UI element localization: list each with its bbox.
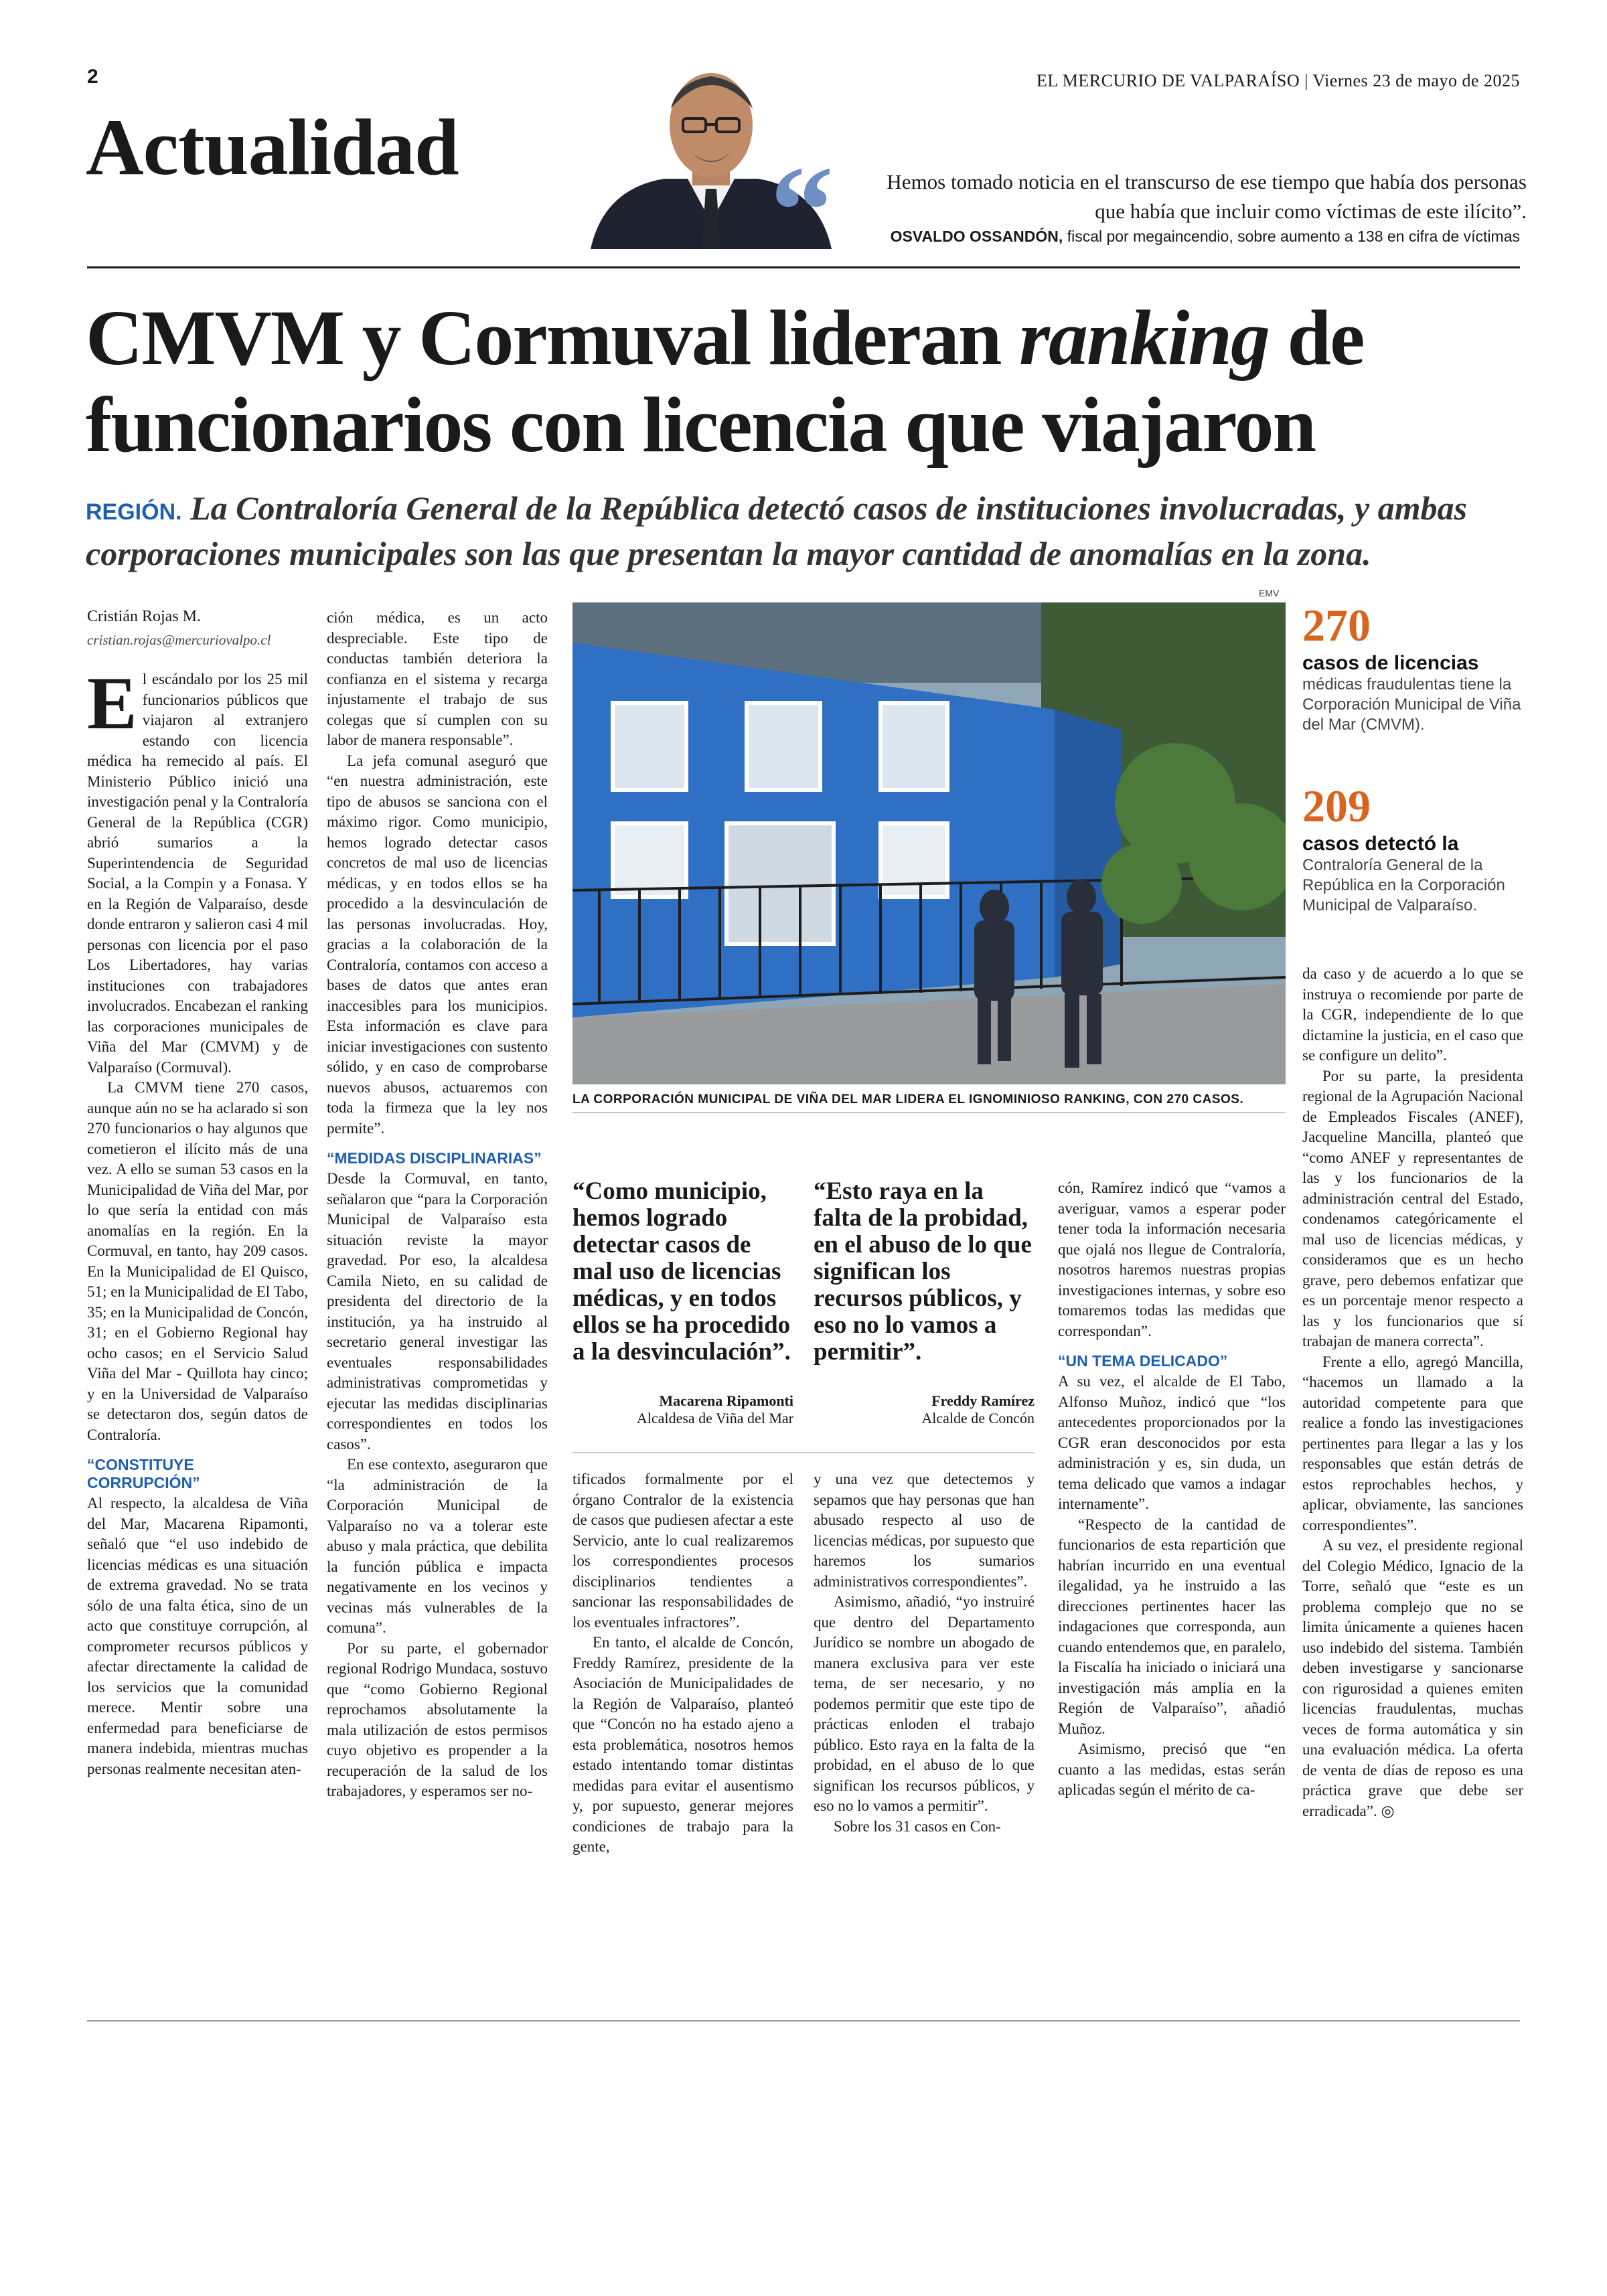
footer-rule <box>87 2020 1520 2022</box>
paragraph: tificados formalmente por el órgano Contralor de la existencia de casos que pudiesen afectar a este Servicio, ante lo cual realizaremos los correspondientes procesos disciplinarios tendientes a sancionar las responsabilidades de los eventuales infractores”. <box>572 1471 793 1631</box>
article-photo <box>572 602 1286 1084</box>
header-rule <box>87 266 1520 268</box>
section-title: Actualidad <box>86 102 459 191</box>
byline-author: Cristián Rojas M. <box>87 608 202 625</box>
column-5 <box>1058 1178 1286 1801</box>
pullquote-text: “Como municipio, hemos logrado detectar casos de mal uso de licencias médicas, y en todos ellos se ha procedido a la desvinculación”. <box>572 1177 791 1366</box>
byline-email[interactable]: cristian.rojas@mercuriovalpo.cl <box>87 632 271 648</box>
featured-quote: Hemos tomado noticia en el transcurso de ese tiempo que había dos personas que había que incluir como víctimas de este ilícito”. <box>887 170 1527 223</box>
paragraph: Desde la Cormuval, en tanto, señalaron que “para la Corporación Municipal de Valparaíso esta situación reviste la mayor gravedad. Por eso, la alcaldesa Camila Nieto, en su calidad de presidenta del directorio de la institución, ya ha instruido al secretario general investigar las eventuales responsabilidades administrativas comprometidas y ejecutar las medidas disciplinarias correspondientes en todos los casos”. <box>327 1170 548 1453</box>
photo-credit: EMV <box>1259 588 1280 598</box>
pullquote-name: Macarena Ripamonti <box>659 1392 793 1409</box>
subhead: “MEDIDAS DISCIPLINARIAS” <box>327 1149 542 1167</box>
headline-part2: de funcionarios con licencia que viajaron <box>86 294 1364 469</box>
paragraph: Por su parte, la presidenta regional de la Agrupación Nacional de Empleados Fiscales (ANEF), Jacqueline Mancilla, planteó que “como ANEF y representantes de las y los funcionarios de la administración central del Estado, condenamos categóricamente el mal uso de licencias médicas, y consideramos que es un hecho grave, pero debemos enfatizar que es un porcentaje menor respecto a las y los funcionarios que sí trabajan de manera correcta”. <box>1302 1067 1523 1349</box>
paragraph: A su vez, el presidente regional del Colegio Médico, Ignacio de la Torre, señaló que “este es un problema complejo que no se limita únicamente a quienes hacen uso indebido del sistema. También deben investigarse y sancionarse con rigurosidad a quienes emiten licencias fraudulentas, muchas veces de forma automática y sin una evaluación médica. La oferta de venta de días de reposo es una práctica grave que debe ser erradicada”. ◎ <box>1302 1537 1523 1819</box>
quote-attribution <box>891 228 1520 246</box>
paragraph: cón, Ramírez indicó que “vamos a averiguar, vamos a esperar poder tener toda la información necesaria que ojalá nos llegue de Contraloría, nosotros haremos nuestras propias investigaciones internas, y sobre eso tomaremos todas las medidas que correspondan”. <box>1058 1179 1286 1339</box>
column-2 <box>327 608 548 1802</box>
paragraph <box>87 662 308 1078</box>
pullquote-role: Alcaldesa de Viña del Mar <box>636 1410 793 1426</box>
stat-number: 270 <box>1302 600 1371 651</box>
column-6 <box>1302 964 1523 1821</box>
paragraph: Asimismo, precisó que “en cuanto a las medidas, estas serán aplicadas según el mérito de ca- <box>1058 1740 1286 1798</box>
paragraph: Sobre los 31 casos en Con- <box>834 1817 1001 1835</box>
pullquote-role: Alcalde de Concón <box>921 1410 1035 1426</box>
paragraph: da caso y de acuerdo a lo que se instruya o recomiende por parte de la CGR, independiente de lo que dictamine la justicia, en el caso que se configure un delito”. <box>1302 965 1523 1064</box>
paragraph: Asimismo, añadió, “yo instruiré que dentro del Departamento Jurídico se nombre un abogado de manera exclusiva para ver este tema, de ser necesario, y no podemos permitir que este tipo de prácticas enloden el trabajo público. Esto raya en la falta de la probidad, en el abuso de lo que significan los recursos públicos, y eso no lo vamos a permitir”. <box>814 1593 1035 1814</box>
photo-caption: LA CORPORACIÓN MUNICIPAL DE VIÑA DEL MAR LIDERA EL IGNOMINIOSO RANKING, CON 270 CASOS. <box>572 1092 1244 1106</box>
paragraph: En tanto, el alcalde de Concón, Freddy Ramírez, presidente de la Asociación de Municipalidades de la Región de Valparaíso, planteó que “Concón no ha estado ajeno a esta problemática, nosotros hemos estado intentando tomar distintas medidas para evitar el ausentismo y, por supuesto, generar mejores condiciones de trabajo para la gente, <box>572 1634 793 1855</box>
masthead: EL MERCURIO DE VALPARAÍSO | Viernes 23 de mayo de 2025 <box>1036 71 1520 90</box>
paragraph: Al respecto, la alcaldesa de Viña del Mar, Macarena Ripamonti, señaló que “el uso indebido de licencias médicas es una situación de extrema gravedad. No se trata sólo de una falta ética, sino de un acto que constituye corrupción, al comprometer recursos públicos y afectar directamente la calidad de los servicios que la comunidad merece. Mentir sobre una enfermedad para beneficiarse de manera indebida, mientras muchas personas realmente necesitan aten- <box>87 1495 308 1777</box>
stat-bold: casos detectó la <box>1302 833 1459 855</box>
paragraph: La CMVM tiene 270 casos, aunque aún no se ha aclarado si son 270 funcionarios o hay algunos que cometieron el ilícito más de una vez. A ello se suman 53 casos en la Municipalidad de Viña del Mar, por lo que sería la entidad con más anomalías en la región. En la Cormuval, en tanto, hay 209 casos. En la Municipalidad de El Quisco, 51; en la Municipalidad de El Tabo, 35; en la Municipalidad de Concón, 31; en el Gobierno Regional hay ocho casos; en el Servicio Salud Viña del Mar - Quillota hay cinco; y en la Universidad de Valparaíso se detectaron dos, según datos de Contraloría. <box>87 1079 308 1443</box>
headline-part1: CMVM y Cormuval lideran <box>86 294 1020 382</box>
stat-text: médicas fraudulentas tiene la Corporación Municipal de Viña del Mar (CMVM). <box>1302 675 1521 734</box>
headline <box>86 295 1539 469</box>
stat-box-2 <box>1302 783 1523 916</box>
pullquote-text: “Esto raya en la falta de la probidad, en el abuso de lo que significan los recursos públicos, y eso no lo vamos a permitir”. <box>814 1177 1032 1366</box>
quote-author: OSVALDO OSSANDÓN, <box>890 228 1063 245</box>
paragraph: Por su parte, el gobernador regional Rodrigo Mundaca, sostuvo que “como Gobierno Regional reprochamos absolutamente la mala utilización de estos permisos cuyo objetivo es propender a la recuperación de la salud de los trabajadores, y esperamos ser no- <box>327 1639 548 1799</box>
column-4 <box>814 1469 1035 1837</box>
quote-mark-icon: “ <box>770 141 834 281</box>
lede-tag: REGIÓN. <box>86 499 182 525</box>
lede-text: La Contraloría General de la República detectó casos de instituciones involucradas, y ambas corporaciones municipales son las que presentan la mayor cantidad de anomalías en la zona. <box>86 489 1468 572</box>
paragraph: y una vez que detectemos y sepamos que hay personas que han abusado respecto al uso de licencias médicas, por supuesto que haremos los sumarios administrativos correspondientes”. <box>814 1471 1035 1590</box>
lede <box>86 487 1525 574</box>
pullquote-ramirez <box>814 1178 1035 1427</box>
quote-role: fiscal por megaincendio, sobre aumento a 138 en cifra de víctimas <box>1067 228 1520 245</box>
paragraph: A su vez, el alcalde de El Tabo, Alfonso Muñoz, indicó que “los antecedentes proporcionados por la CGR eran desconocidos por esta administración y es, sin duda, un tema delicado que vamos a indagar internamente”. <box>1058 1373 1286 1512</box>
paragraph: La jefa comunal aseguró que “en nuestra administración, este tipo de abusos se sanciona con el máximo rigor. Como municipio, hemos logrado detectar casos concretos de mal uso de licencias médicas, y en todos ellos se ha procedido a la desvinculación de las personas involucradas. Hoy, gracias a la colaboración de la Contraloría, contamos con acceso a bases de datos que antes eran inaccesibles para los municipios. Esta información es clave para iniciar investigaciones con sustento sólido, y en caso de comprobarse nuevos abusos, actuaremos con toda la firmeza que la ley nos permite”. <box>327 752 548 1137</box>
column-1 <box>87 662 308 1779</box>
stat-text: Contraloría General de la República en la Corporación Municipal de Valparaíso. <box>1302 856 1505 914</box>
subhead: “CONSTITUYE CORRUPCIÓN” <box>87 1456 200 1491</box>
paragraph-text: l escándalo por los 25 mil funcionarios públicos que viajaron al extranjero estando con licencia médica ha remecido al país. El Ministerio Público inició una investigación penal y la Contraloría General de la República (CGR) abrió sumarios a la Superintendencia de Seguridad Social, a la Compin y a Fonasa. Y en la Región de Valparaíso, desde donde entraron y salieron casi 4 mil personas con licencia por el paso Los Libertadores, hay varias instituciones con trabajadores involucrados. Encabezan el ranking las corporaciones municipales de Viña del Mar (CMVM) y de Valparaíso (Cormuval). <box>87 671 308 1076</box>
paragraph: “Respecto de la cantidad de funcionarios de esta repartición que habrían incurrido en una eventual ilegalidad, ya he instruido a las direcciones pertinentes hacer las indagaciones que corresponda, aun cuando entendemos que, en paralelo, la Fiscalía ha iniciado o iniciará una investigación más amplia en la Región de Valparaíso”, añadió Muñoz. <box>1058 1515 1286 1737</box>
stat-description <box>1302 653 1523 735</box>
pullquote-ripamonti <box>572 1178 793 1427</box>
stat-box-1 <box>1302 602 1523 735</box>
paragraph: En ese contexto, aseguraron que “la administración de la Corporación Municipal de Valparaíso no va a tolerar este abuso y mala práctica, que debilita la función pública e impacta negativamente en los vecinos y vecinas más vulnerables de la comuna”. <box>327 1456 548 1636</box>
paragraph: Frente a ello, agregó Mancilla, “hacemos un llamado a la autoridad competente para que realice a fondo las investigaciones pertinentes para llegar a las y los responsables que están detrás de estos reprochables hechos, y aplicar, obviamente, las sanciones correspondientes”. <box>1302 1353 1523 1534</box>
stat-bold: casos de licencias <box>1302 652 1479 674</box>
stat-number: 209 <box>1302 781 1371 831</box>
pullquote-name: Freddy Ramírez <box>931 1392 1035 1409</box>
drop-cap: E <box>87 662 137 745</box>
paragraph: ción médica, es un acto despreciable. Este tipo de conductas también deteriora la confianza en el sistema y recarga injustamente el trabajo de sus colegas que sí cumplen con su labor de manera responsable”. <box>327 609 548 748</box>
page-number: 2 <box>87 66 98 88</box>
column-3 <box>572 1469 793 1858</box>
headline-italic: ranking <box>1019 294 1270 382</box>
stat-description <box>1302 834 1523 916</box>
subhead: “UN TEMA DELICADO” <box>1058 1352 1228 1370</box>
